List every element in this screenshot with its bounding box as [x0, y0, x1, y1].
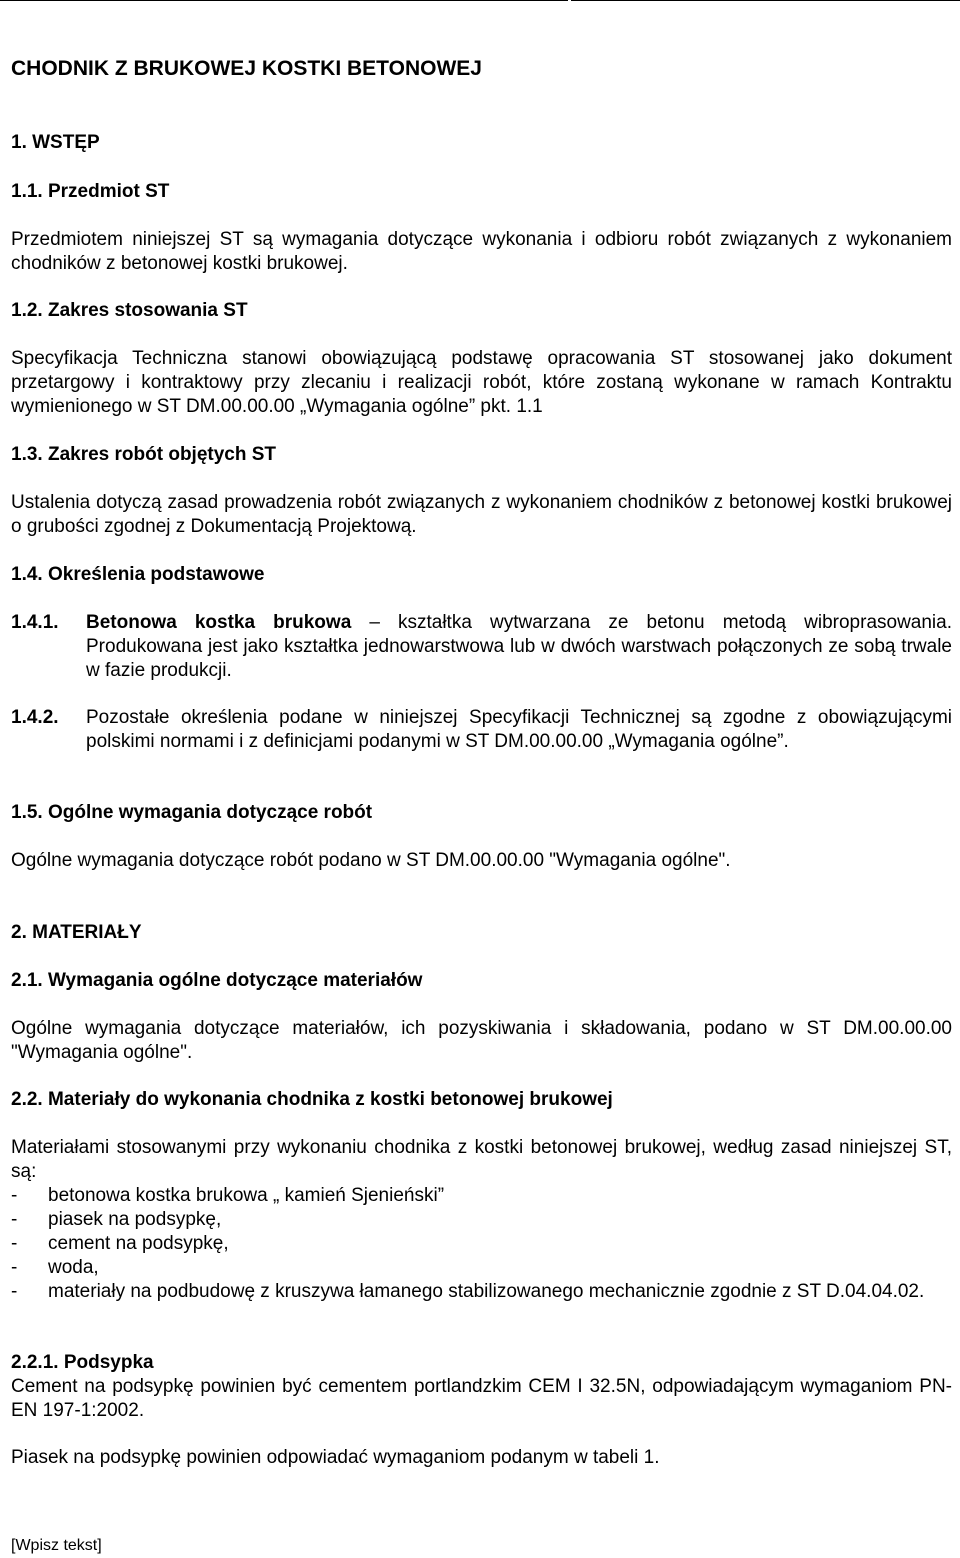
definition-number: 1.4.2.: [11, 707, 59, 728]
definition-term: Betonowa kostka brukowa: [86, 612, 352, 633]
section-2-2-1-text-2: Piasek na podsypkę powinien odpowiadać wymaganiom podanym w tabeli 1.: [11, 1447, 660, 1468]
footer-placeholder[interactable]: [Wpisz tekst]: [11, 1537, 102, 1554]
definition-1-4-2: [11, 706, 952, 754]
list-item-text: materiały na podbudowę z kruszywa łamanego stabilizowanego mechanicznie zgodnie z ST D.04.04.02.: [48, 1281, 925, 1302]
list-dash: -: [11, 1209, 18, 1230]
section-2-heading: 2. MATERIAŁY: [11, 922, 142, 943]
section-1-5-heading: 1.5. Ogólne wymagania dotyczące robót: [11, 802, 373, 823]
section-1-4-heading: 1.4. Określenia podstawowe: [11, 564, 265, 585]
section-1-5-text: Ogólne wymagania dotyczące robót podano w ST DM.00.00.00 "Wymagania ogólne".: [11, 850, 731, 871]
section-1-3-heading: 1.3. Zakres robót objętych ST: [11, 444, 277, 465]
section-2-2-1-heading: 2.2.1. Podsypka: [11, 1352, 154, 1373]
section-1-1-text: Przedmiotem niniejszej ST są wymagania dotyczące wykonania i odbioru robót związanych z wykonaniem chodników z betonowej kostki brukowej.: [11, 229, 952, 274]
document-title: CHODNIK Z BRUKOWEJ KOSTKI BETONOWEJ: [11, 57, 482, 80]
section-2-1-heading: 2.1. Wymagania ogólne dotyczące materiałów: [11, 970, 423, 991]
list-item-text: piasek na podsypkę,: [48, 1209, 222, 1230]
list-item: [11, 1280, 952, 1304]
section-1-2-heading: 1.2. Zakres stosowania ST: [11, 300, 248, 321]
section-2-1-text: Ogólne wymagania dotyczące materiałów, ich pozyskiwania i składowania, podano w ST DM.00.00.00 "Wymagania ogólne".: [11, 1018, 952, 1063]
header-rule: [0, 0, 960, 3]
list-item: [11, 1208, 952, 1232]
section-1-heading: 1. WSTĘP: [11, 132, 100, 153]
definition-number: 1.4.1.: [11, 612, 59, 633]
section-2-2-text: Materiałami stosowanymi przy wykonaniu chodnika z kostki betonowej brukowej, według zasad niniejszej ST, są:: [11, 1137, 952, 1182]
definition-1-4-1: [11, 611, 952, 683]
list-item: [11, 1232, 952, 1256]
section-2-2-1-text: Cement na podsypkę powinien być cementem portlandzkim CEM I 32.5N, odpowiadającym wymaganiom PN-EN 197-1:2002.: [11, 1376, 952, 1421]
list-dash: -: [11, 1233, 18, 1254]
list-dash: -: [11, 1185, 18, 1206]
list-dash: -: [11, 1257, 18, 1278]
definition-text: – kształtka wytwarzana ze betonu metodą wibroprasowania. Produkowana jest jako kształtka jednowarstwowa lub w dwóch warstwach połączonych ze sobą trwale w fazie produkcji.: [86, 612, 952, 681]
list-item-text: cement na podsypkę,: [48, 1233, 229, 1254]
list-dash: -: [11, 1281, 18, 1302]
section-1-3-text: Ustalenia dotyczą zasad prowadzenia robót związanych z wykonaniem chodników z betonowej kostki brukowej o grubości zgodnej z Dokumentacją Projektową.: [11, 492, 952, 537]
definition-text: Pozostałe określenia podane w niniejszej Specyfikacji Technicznej są zgodne z obowiązującymi polskimi normami i z definicjami podanymi w ST DM.00.00.00 „Wymagania ogólne”.: [86, 707, 952, 752]
list-item-text: betonowa kostka brukowa „ kamień Sjenieński”: [48, 1185, 445, 1206]
list-item-text: woda,: [48, 1257, 99, 1278]
section-2-2-heading: 2.2. Materiały do wykonania chodnika z kostki betonowej brukowej: [11, 1089, 613, 1110]
list-item: [11, 1256, 952, 1280]
section-1-2-text: Specyfikacja Techniczna stanowi obowiązującą podstawę opracowania ST stosowanej jako dokument przetargowy i kontraktowy przy zlecaniu i realizacji robót, które zostaną wykonane w ramach Kontraktu wymienionego w ST DM.00.00.00 „Wymagania ogólne” pkt. 1.1: [11, 348, 952, 417]
list-item: [11, 1184, 952, 1208]
definition-body: [86, 611, 952, 683]
section-1-1-heading: 1.1. Przedmiot ST: [11, 181, 170, 202]
